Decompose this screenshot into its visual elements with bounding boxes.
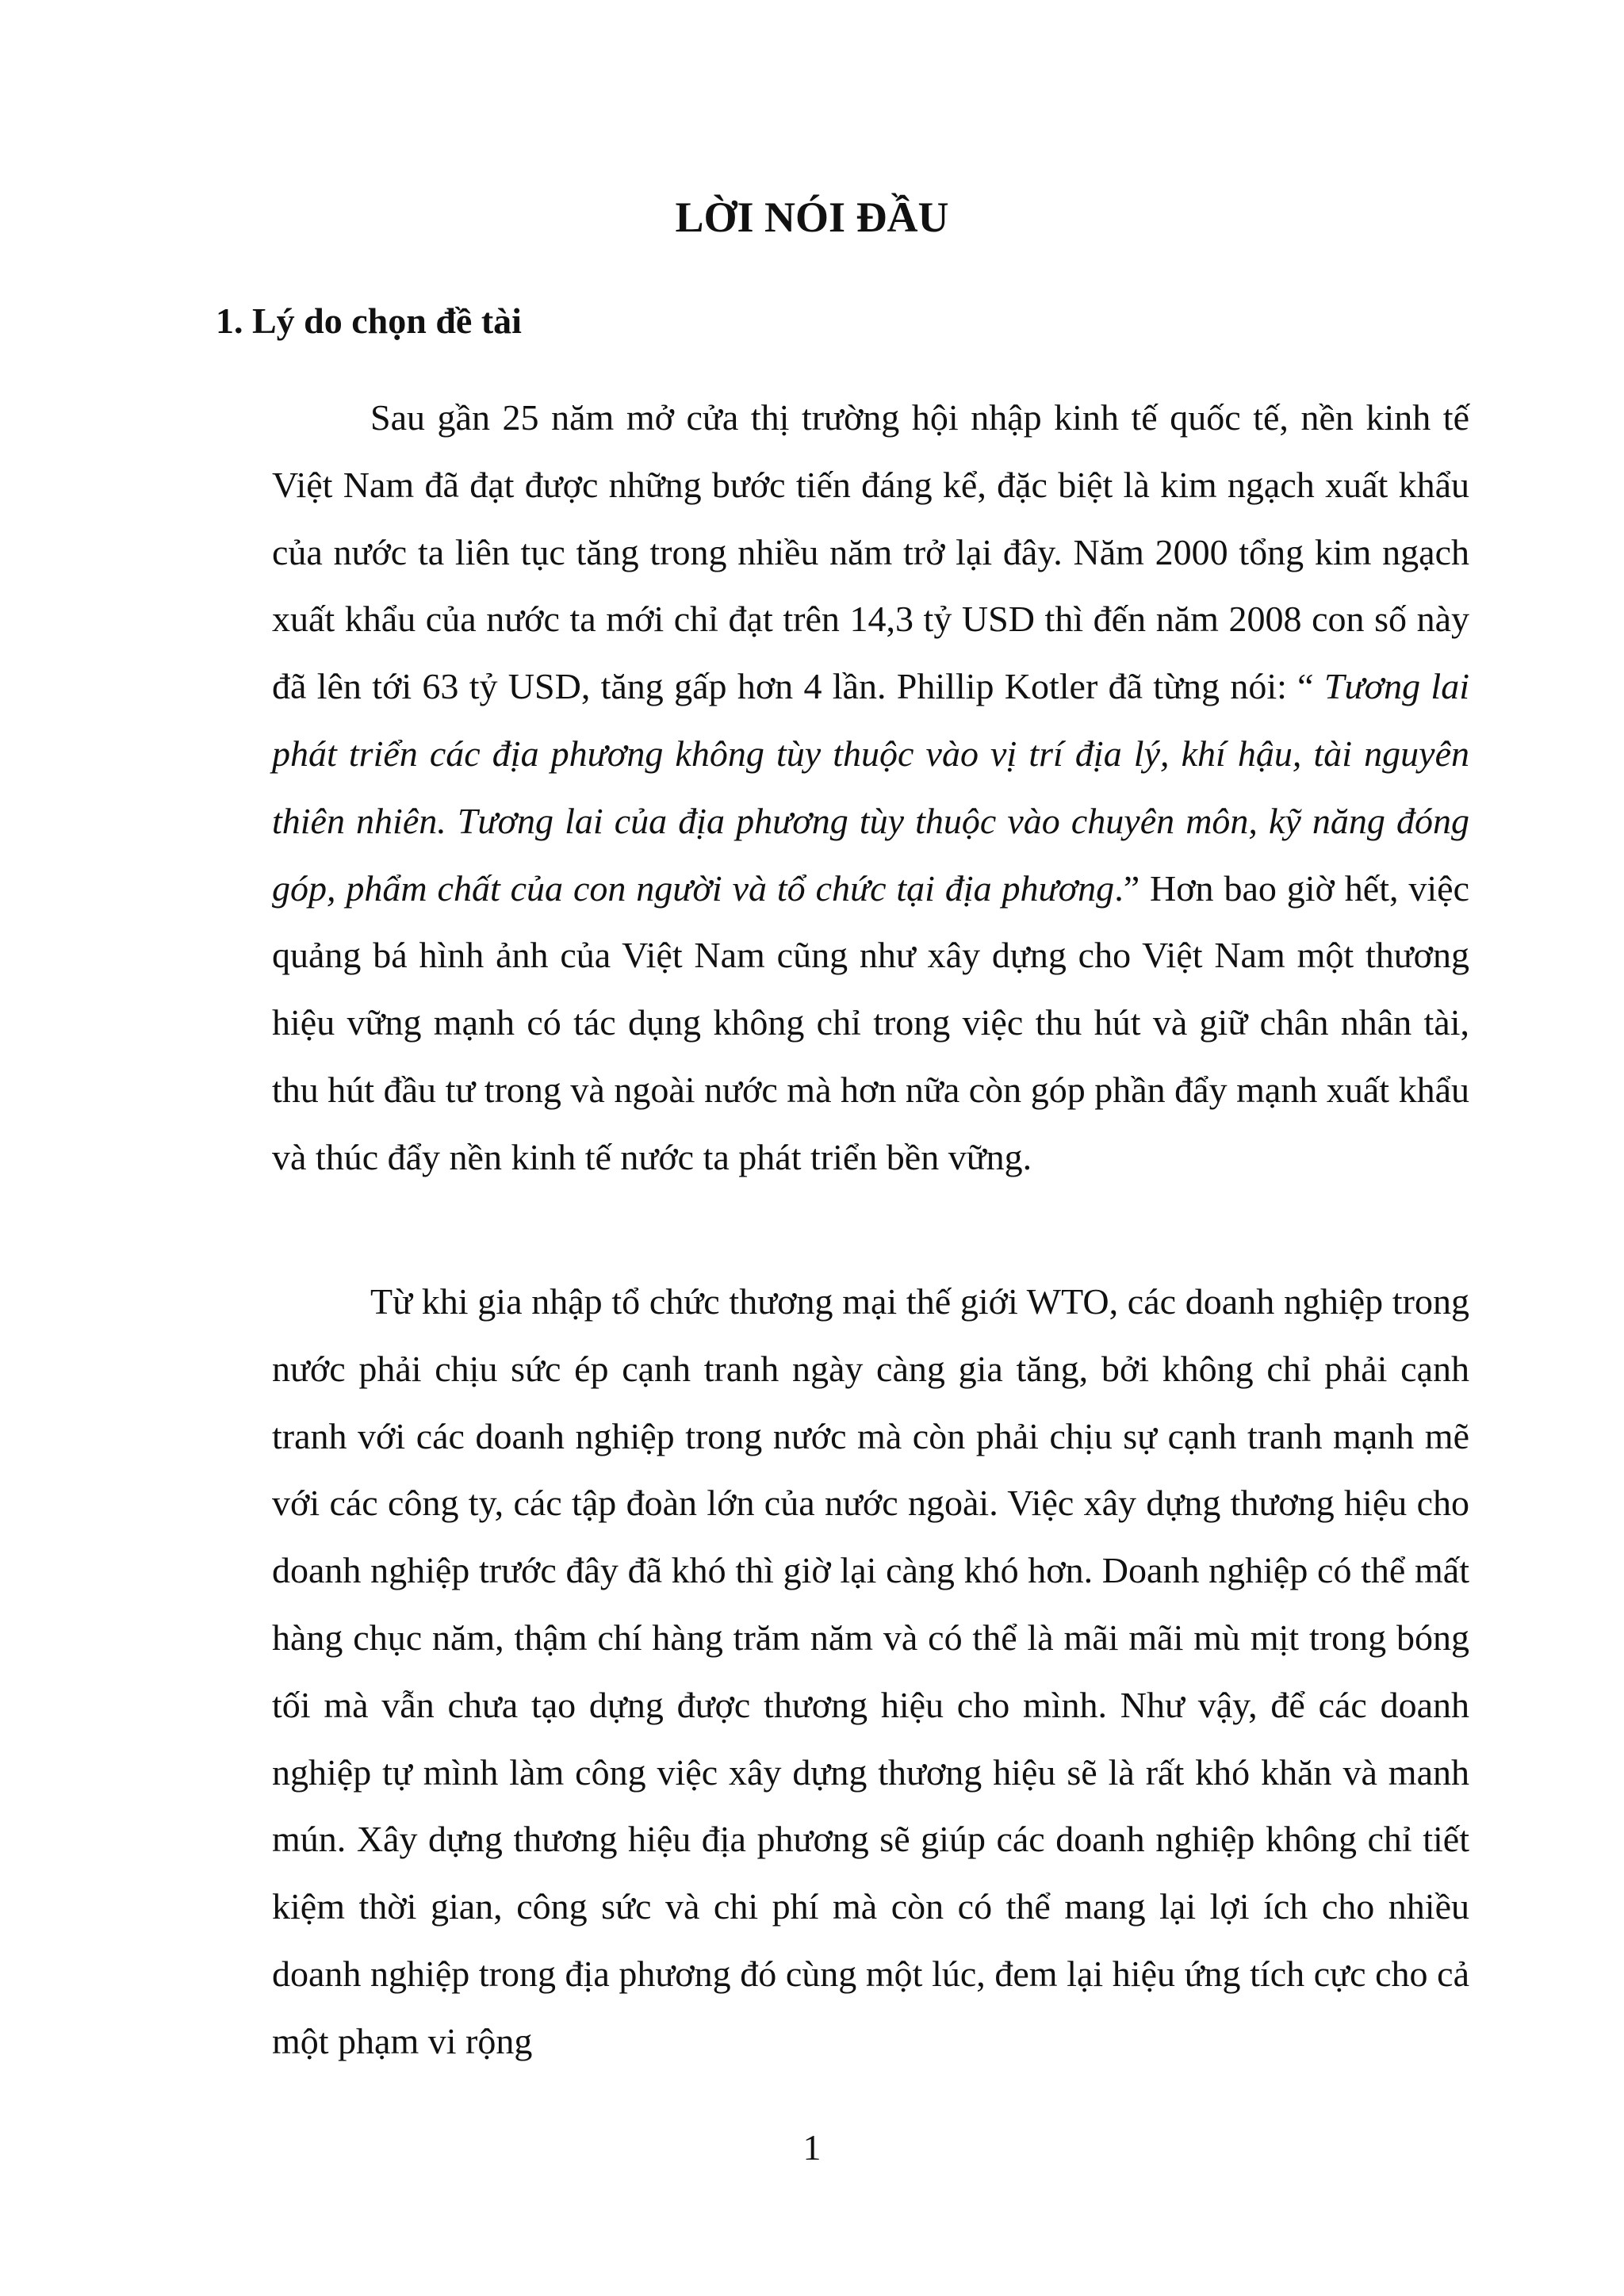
paragraph-1-text-end: .” Hơn bao giờ hết, việc quảng bá hình ảnh của Việt Nam cũng như xây dựng cho Việt Nam một thương hiệu vững mạnh có tác dụng không chỉ trong việc thu hút và giữ chân nhân tài, thu hút đầu tư trong và ngoài nước mà hơn nữa còn góp phần đẩy mạnh xuất khẩu và thúc đẩy nền kinh tế nước ta phát triển bền vững. bbox=[272, 867, 1469, 1177]
kotler-quote: Tương lai phát triển các địa phương không tùy thuộc vào vị trí địa lý, khí hậu, tài nguyên thiên nhiên. Tương lai của địa phương tùy thuộc vào chuyên môn, kỹ năng đóng góp, phẩm chất của con người và tổ chức tại địa phương bbox=[272, 666, 1469, 909]
paragraph-2: Từ khi gia nhập tổ chức thương mại thế giới WTO, các doanh nghiệp trong nước phải chịu sức ép cạnh tranh ngày càng gia tăng, bởi không chỉ phải cạnh tranh với các doanh nghiệp trong nước mà còn phải chịu sự cạnh tranh mạnh mẽ với các công ty, các tập đoàn lớn của nước ngoài. Việc xây dựng thương hiệu cho doanh nghiệp trước đây đã khó thì giờ lại càng khó hơn. Doanh nghiệp có thể mất hàng chục năm, thậm chí hàng trăm năm và có thể là mãi mãi mù mịt trong bóng tối mà vẫn chưa tạo dựng được thương hiệu cho mình. Như vậy, để các doanh nghiệp tự mình làm công việc xây dựng thương hiệu sẽ là rất khó khăn và manh mún. Xây dựng thương hiệu địa phương sẽ giúp các doanh nghiệp không chỉ tiết kiệm thời gian, công sức và chi phí mà còn có thể mang lại lợi ích cho nhiều doanh nghiệp trong địa phương đó cùng một lúc, đem lại hiệu ứng tích cực cho cả một phạm vi rộng bbox=[272, 1281, 1469, 2061]
paragraph-1 bbox=[272, 385, 1469, 1192]
paragraph-1-text-start: Sau gần 25 năm mở cửa thị trường hội nhập kinh tế quốc tế, nền kinh tế Việt Nam đã đạt được những bước tiến đáng kể, đặc biệt là kim ngạch xuất khẩu của nước ta liên tục tăng trong nhiều năm trở lại đây. Năm 2000 tổng kim ngạch xuất khẩu của nước ta mới chỉ đạt trên 14,3 tỷ USD thì đến năm 2008 con số này đã lên tới 63 tỷ USD, tăng gấp hơn 4 lần. Phillip Kotler đã từng nói: “ bbox=[272, 397, 1469, 707]
section-heading: 1. Lý do chọn đề tài bbox=[216, 300, 522, 341]
page-title: LỜI NÓI ĐẦU bbox=[675, 193, 949, 241]
page-number: 1 bbox=[802, 2127, 822, 2168]
